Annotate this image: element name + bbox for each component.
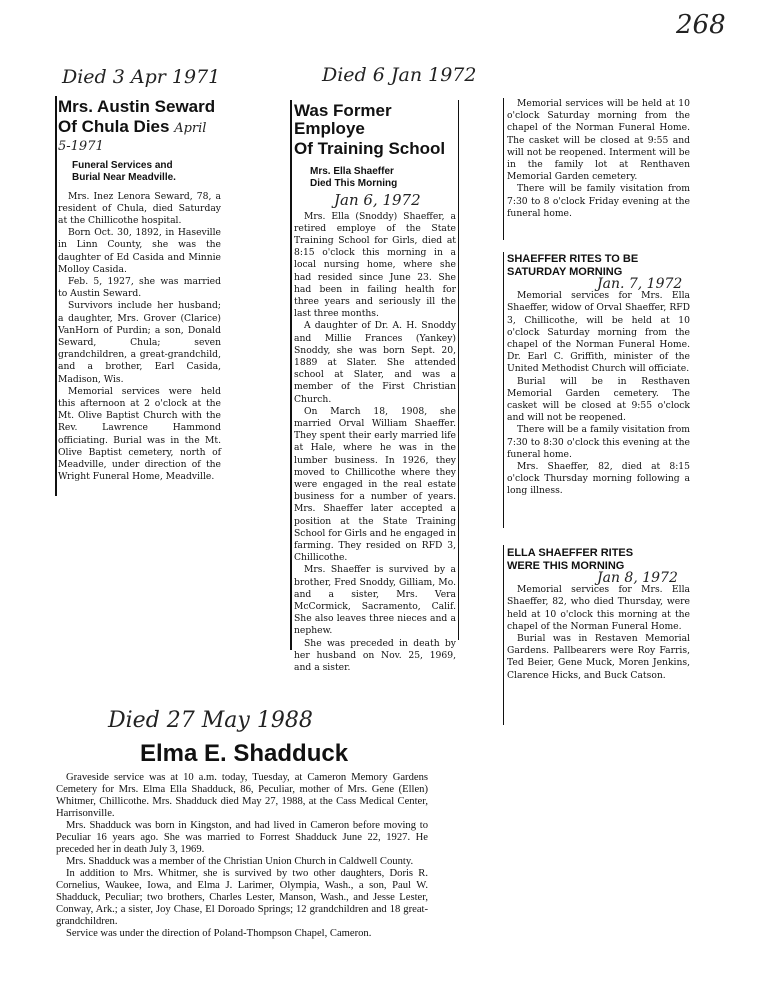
clip5-headline-2: WERE THIS MORNING bbox=[507, 559, 625, 572]
clip1-headline-1: Mrs. Austin Seward bbox=[58, 97, 216, 116]
clip3-paragraph: There will be family visitation from 7:30 to 8 o'clock Friday evening at the funeral home. bbox=[507, 183, 690, 219]
clip4-title-note: Jan. 7, 1972 bbox=[597, 276, 683, 293]
clip2-paragraph: Mrs. Ella (Snoddy) Shaeffer, a retired employe of the State Training School for Girls, died at 8:15 o'clock this morning in a local nursing home, where she had resided since June 23. She had been in failing health for three years and seriously ill the last three months. bbox=[294, 210, 456, 320]
clip1-headline-2: Of Chula Dies bbox=[58, 116, 170, 136]
clip1-title-note: April 5-1971 bbox=[58, 120, 207, 154]
clip1-paragraph: Mrs. Inez Lenora Seward, 78, a resident of Chula, died Saturday at the Chillicothe hospital. bbox=[58, 190, 221, 226]
clip6-paragraph: In addition to Mrs. Whitmer, she is survived by two other daughters, Doris R. Cornelius, Waukee, Iowa, and Elma J. Larimer, Olympia, Wash., a son, Paul W. Shadduck, Peculiar; two brothers, Charles Lester, Manson, Wash., and Jesse Lester, Conway, Ark.; a sister, Joy Chase, El Doroado Springs; 12 grandchildren and 18 great-grandchildren. bbox=[56, 868, 428, 927]
clip5-headline-1: ELLA SHAEFFER RITES bbox=[507, 547, 634, 559]
clip6-paragraph: Graveside service was at 10 a.m. today, Tuesday, at Cameron Memory Gardens Cemetery for Mrs. Elma Ella Shadduck, 86, Peculiar, mother of Mrs. Gene (Ellen) Whitmer, Chillicothe. Mrs. Shadduck died May 27, 1988, at the Cass Medical Center, Harrisonville. bbox=[56, 772, 428, 819]
clip2-headline-1: Was Former Employe bbox=[294, 101, 392, 138]
clip3-left-rule bbox=[503, 98, 504, 240]
clip4-headline-2: SATURDAY MORNING bbox=[507, 265, 623, 278]
clip2-title-note: Jan 6, 1972 bbox=[334, 190, 421, 209]
clip6-paragraph: Mrs. Shadduck was a member of the Christian Union Church in Caldwell County. bbox=[66, 856, 414, 867]
clip4-left-rule bbox=[503, 252, 504, 528]
clip6-paragraph: Mrs. Shadduck was born in Kingston, and had lived in Cameron before moving to Peculiar 16 years ago. She was married to Forrest Shadduck June 22, 1927. He preceded her in death July 3, 1969. bbox=[56, 820, 428, 855]
clip5-paragraph: Burial was in Restaven Memorial Gardens. Pallbearers were Roy Farris, Ted Beier, Gene Muck, Moren Jenkins, Clarence Hicks, and Buck Catson. bbox=[507, 632, 690, 681]
clip1-paragraph: Memorial services were held this afternoon at 2 o'clock at the Mt. Olive Baptist Church with the Rev. Lawrence Hammond officiating. Burial was in the Mt. Olive Baptist cemetery, north of Meadville, under direction of the Wright Funeral Home, Meadville. bbox=[58, 385, 221, 483]
clip3-body bbox=[507, 98, 690, 220]
clip1-paragraph: Feb. 5, 1927, she was married to Austin Seward. bbox=[58, 275, 221, 300]
clip4-body bbox=[507, 290, 690, 497]
clip1-paragraph: Born Oct. 30, 1892, in Haseville in Linn County, she was the daughter of Ed Casida and Minnie Molloy Casida. bbox=[58, 227, 221, 275]
clip1-left-rule bbox=[55, 96, 57, 496]
clip3-article bbox=[507, 98, 690, 220]
clip2-paragraph: On March 18, 1908, she married Orval William Shaeffer. They spent their early married life at Hale, where he was in the lumber business. In 1926, they moved to Chillicothe where they were engaged in the real estate business for a number of years. Mrs. Shaeffer later accepted a position at the State Training School for Girls and he engaged in farming. They resided on RFD 3, Chillicothe. bbox=[294, 405, 456, 564]
clip4-paragraph: There will be a family visitation from 7:30 to 8:30 o'clock this evening at the funeral home. bbox=[507, 424, 690, 460]
clip2-subhead-2: Died This Morning bbox=[310, 178, 398, 190]
clip2-paragraph: She was preceded in death by her husband on Nov. 25, 1969, and a sister. bbox=[294, 637, 456, 674]
page-number: 268 bbox=[676, 10, 726, 40]
clip6-date-note: Died 27 May 1988 bbox=[108, 708, 313, 733]
clip1-article bbox=[58, 98, 221, 483]
clip1-date-note: Died 3 Apr 1971 bbox=[62, 66, 221, 88]
clip4-paragraph: Mrs. Shaeffer, 82, died at 8:15 o'clock Thursday morning following a long illness. bbox=[507, 460, 690, 497]
clip2-subhead-1: Mrs. Ella Shaeffer bbox=[310, 165, 394, 177]
clip6-paragraph: Service was under the direction of Poland-Thompson Chapel, Cameron. bbox=[66, 928, 372, 939]
clip4-paragraph: Burial will be in Resthaven Memorial Garden cemetery. The casket will be closed at 9:55 o'clock and will not be reopened. bbox=[507, 375, 690, 424]
clip5-body bbox=[507, 584, 690, 682]
clip1-subhead-2: Burial Near Meadville. bbox=[72, 172, 176, 184]
clip5-left-rule bbox=[503, 545, 504, 725]
clip2-article bbox=[294, 102, 456, 674]
clip2-date-note: Died 6 Jan 1972 bbox=[322, 64, 477, 86]
clip4-headline-1: SHAEFFER RITES TO BE bbox=[507, 253, 639, 265]
clip4-article bbox=[507, 254, 690, 498]
clip1-paragraph: Survivors include her husband; a daughter, Mrs. Grover (Clarice) VanHorn of Purdin; a son, Donald Seward, Chula; seven grandchildren, a great-grandchild, and a brother, Earl Casida, Madison, Wis. bbox=[58, 300, 221, 385]
clip1-body bbox=[58, 191, 221, 484]
clip3-paragraph: Memorial services will be held at 10 o'clock Saturday morning from the chapel of the Norman Funeral Home. The casket will be closed at 9:55 and will not be reopened. Interment will be in the family lot at Renthaven Memorial Garden cemetery. bbox=[507, 98, 690, 183]
clip2-paragraph: Mrs. Shaeffer is survived by a brother, Fred Snoddy, Gilliam, Mo. and a sister, Mrs. Vera McCormick, Sacramento, Calif. She also leaves three nieces and a nephew. bbox=[294, 564, 456, 637]
clip2-left-rule bbox=[290, 100, 292, 650]
clip5-article bbox=[507, 548, 690, 682]
clip5-title-note: Jan 8, 1972 bbox=[597, 570, 678, 587]
clip5-paragraph: Memorial services for Mrs. Ella Shaeffer, 82, who died Thursday, were held at 10 o'clock this morning at the chapel of the Norman Funeral Home. bbox=[507, 584, 690, 632]
clip2-right-rule bbox=[458, 100, 459, 640]
clip4-paragraph: Memorial services for Mrs. Ella Shaeffer, widow of Orval Shaeffer, RFD 3, Chillicothe, will be held at 10 o'clock Saturday morning from the chapel of the Norman Funeral Home. Dr. Earl C. Griffith, minister of the United Methodist Church will officiate. bbox=[507, 290, 690, 375]
clip2-headline-2: Of Training School bbox=[294, 138, 446, 158]
clip2-paragraph: A daughter of Dr. A. H. Snoddy and Millie Frances (Yankey) Snoddy, she was born Sept. 20, 1889 at Slater. She attended school at Slater, and was a member of the First Christian Church. bbox=[294, 320, 456, 405]
clip1-subhead-1: Funeral Services and bbox=[72, 159, 173, 171]
clip6-headline: Elma E. Shadduck bbox=[140, 740, 349, 767]
clip2-body bbox=[294, 211, 456, 675]
clip6-article bbox=[56, 740, 428, 940]
clip6-body bbox=[56, 772, 428, 940]
